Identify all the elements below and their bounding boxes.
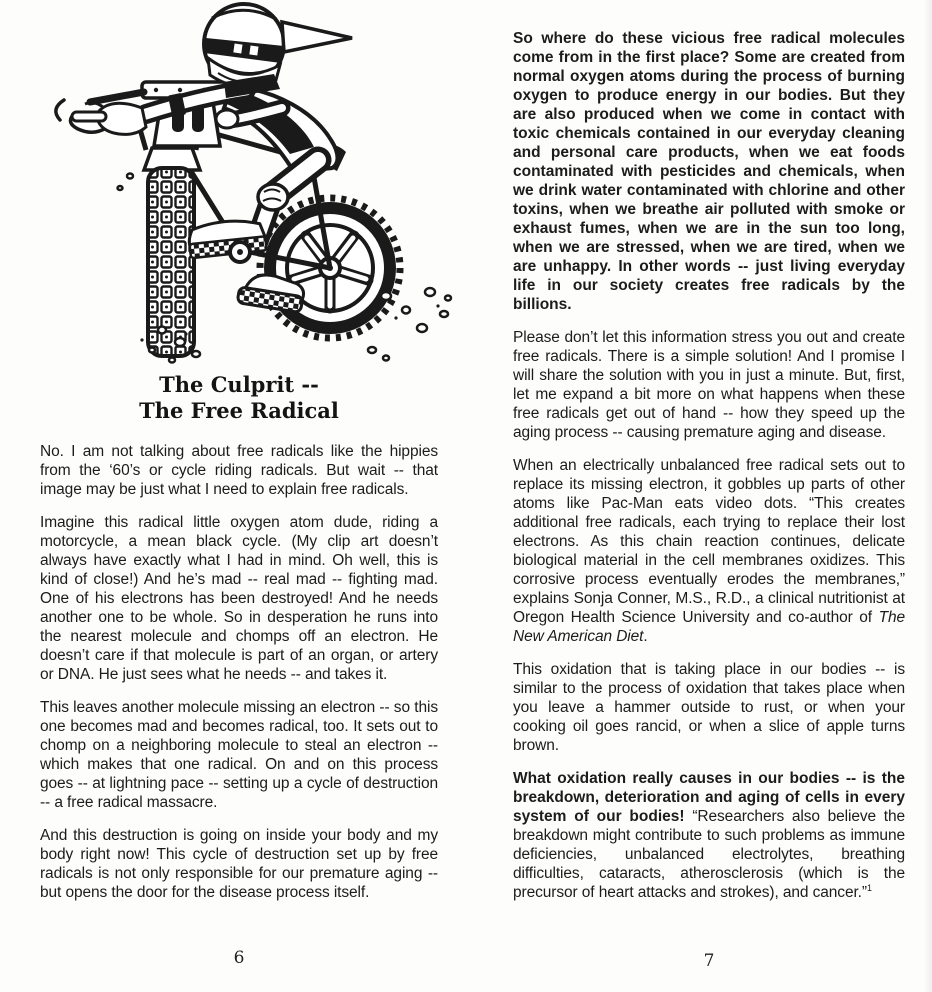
footnote-marker: 1 [866, 882, 872, 893]
caption-line-1: The Culprit -- [159, 372, 319, 397]
illustration-caption [40, 372, 438, 424]
free-radical-rider-illustration [34, 0, 454, 368]
paragraph-bold-lead: What oxidation really causes in our bodies -- is the breakdown, deterioration and aging of cells in every system of our bodies! [513, 770, 905, 825]
page-number-right: 7 [703, 951, 715, 971]
paragraph-bold: So where do these vicious free radical molecules come from in the first place? Some are created from normal oxygen atoms during the process of burning oxygen to produce energy in our bodies. But they are also produced when we come in contact with toxic chemicals contained in our everyday cleaning and personal care products, when we eat foods contaminated with pesticides and chemicals, when we drink water contaminated with chlorine and other toxins, when we breathe air polluted with smoke or exhaust fumes, when we are in the sun too long, when we are stressed, when we are tired, when we are unhappy. In other words -- just living everyday life in our society creates free radicals by the billions. [513, 30, 905, 313]
paragraph: This oxidation that is taking place in our bodies -- is similar to the process of oxidation that takes place when you leave a hammer outside to rust, or when your cooking oil goes rancid, or when a slice of apple turns brown. [513, 661, 905, 754]
paragraph-text: When an electrically unbalanced free radical sets out to replace its missing electron, it gobbles up parts of other atoms like Pac-Man eats video dots. “This creates additional free radicals, each trying to replace their lost electrons. As this chain reaction continues, delicate biological material in the cell membranes oxidizes. This corrosive process eventually erodes the membranes,” explains Sonja Conner, M.S., R.D., a clinical nutritionist at Oregon Health Science University and co-author of [513, 457, 905, 626]
pedal-and-boot [188, 218, 267, 260]
paragraph [513, 456, 905, 646]
page-number-left: 6 [233, 948, 245, 968]
paragraph-text: . [643, 628, 648, 645]
caption-line-2: The Free Radical [139, 398, 339, 423]
paragraph: This leaves another molecule missing an electron -- so this one becomes mad and becomes radical, too. It sets out to chomp on a neighboring molecule to steal an electron -- which makes that one radical. On and on this process goes -- at lightning pace -- setting up a cycle of destruction -- a free radical massacre. [40, 699, 438, 811]
left-page [40, 0, 438, 916]
book-title-italic: The New American Diet [513, 609, 905, 645]
paragraph: Imagine this radical little oxygen atom dude, riding a motorcycle, a mean black cycle. (My clip art doesn’t always have exactly what I had in mind. Oh well, this is kind of close!) And he’s mad -- real mad -- fighting mad. One of his electrons has been destroyed! And he needs another one to be whole. So in desperation he runs into the nearest molecule and chomps off an electron. He doesn’t care if that molecule is part of an organ, or artery or DNA. He just sees what he needs -- and takes it. [40, 514, 438, 683]
right-page [513, 0, 905, 916]
helmet [204, 4, 352, 98]
paragraph [513, 769, 905, 902]
paragraph-text: “Researchers also believe the breakdown might contribute to such problems as immune deficiencies, unbalanced electrolytes, breathing difficulties, cataracts, atherosclerosis (which is the precursor of heart attacks and strokes), and cancer.” [513, 808, 905, 901]
paragraph: No. I am not talking about free radicals like the hippies from the ‘60’s or cycle riding radicals. But wait -- that image may be just what I need to explain free radicals. [40, 443, 438, 498]
paragraph: And this destruction is going on inside your body and my body right now! This cycle of destruction set up by free radicals is not only responsible for our premature aging -- but opens the door for the disease process itself. [40, 827, 438, 901]
paragraph: Please don’t let this information stress you out and create free radicals. There is a simple solution! And I promise I will share the solution with you in just a minute. But, first, let me expand a bit more on what happens when these free radicals get out of hand -- how they speed up the aging process -- causing premature aging and disease. [513, 329, 905, 441]
